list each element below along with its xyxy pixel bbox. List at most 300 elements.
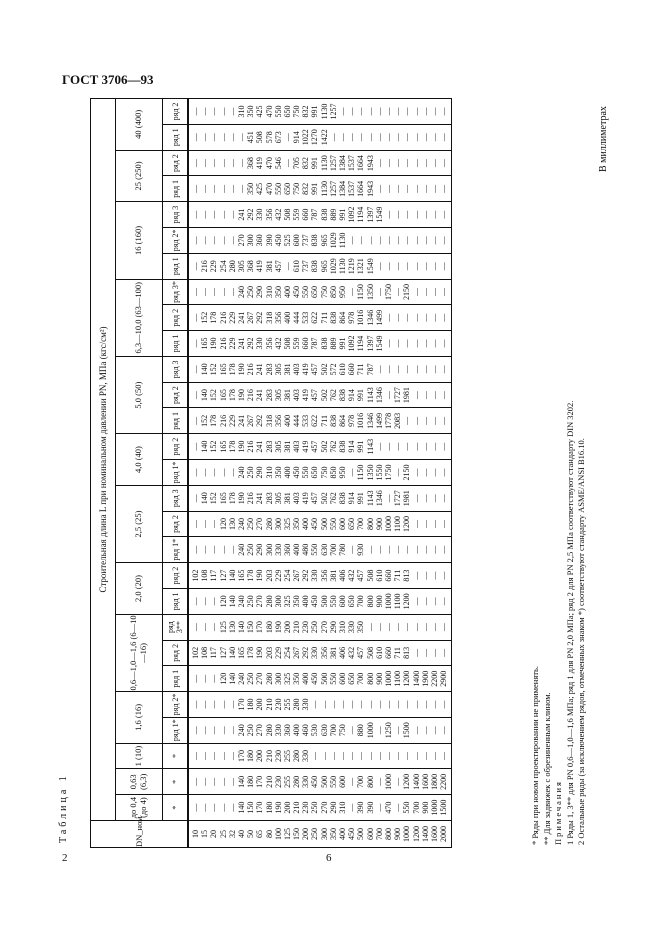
value-column: [191, 512, 448, 537]
main-header: Строительная длина L при номинальном давлении PN, МПа (кгс/см²): [91, 99, 116, 821]
value-column: [191, 409, 448, 434]
value-column-cell: [188, 382, 452, 408]
table-cell-value: 350: [273, 466, 283, 479]
construction-length-table: [90, 98, 452, 848]
table-cell-value: —: [374, 803, 384, 812]
table-cell-value: 216: [246, 492, 256, 505]
table-cell-value: —: [429, 391, 439, 400]
table-cell-value: 450: [273, 234, 283, 247]
table-cell-value: —: [393, 777, 403, 786]
table-cell-value: 762: [328, 492, 338, 505]
row-label-header: ряд 3**: [163, 614, 189, 640]
table-cell-value: 965: [319, 260, 329, 273]
row-label-header: ряд 2: [163, 511, 189, 537]
table-cell-value: —: [429, 648, 439, 657]
table-cell-value: —: [411, 184, 421, 193]
table-cell-value: 210: [264, 750, 274, 763]
table-cell-value: 630: [319, 543, 329, 556]
table-cell-value: 1130: [319, 181, 329, 197]
table-cell-value: —: [411, 133, 421, 142]
value-column-cell: [188, 279, 452, 305]
table-cell-value: 1350: [365, 464, 375, 481]
table-cell-value: 832: [301, 105, 311, 118]
table-cell-value: 280: [292, 698, 302, 711]
table-cell-value: 737: [301, 234, 311, 247]
table-cell-value: 1549: [374, 335, 384, 352]
table-cell-value: 381: [264, 260, 274, 273]
dn-value: 900: [393, 828, 403, 840]
table-cell-value: 165: [218, 363, 228, 376]
table-cell-value: —: [439, 313, 449, 322]
table-cell-value: —: [218, 287, 228, 296]
table-cell-value: 229: [227, 414, 237, 427]
value-column-cell: [188, 511, 452, 537]
table-cell-value: 406: [338, 646, 347, 659]
table-cell-value: 1219: [347, 258, 357, 275]
table-cell-value: —: [209, 726, 219, 735]
table-cell-value: 283: [264, 363, 274, 376]
row-label-header: ряд 1: [163, 666, 189, 692]
table-cell-value: —: [200, 468, 210, 477]
table-cell-value: 305: [273, 363, 283, 376]
table-cell-value: 502: [319, 492, 329, 505]
table-cell-value: 1150: [356, 464, 366, 481]
table-cell-value: 356: [319, 646, 329, 659]
table-cell-value: 102: [191, 646, 200, 659]
table-cell-value: 230: [273, 698, 283, 711]
table-cell-value: —: [439, 391, 449, 400]
value-column-cell: [188, 176, 452, 202]
table-cell-value: 500: [319, 595, 329, 608]
table-cell-value: —: [411, 159, 421, 168]
table-cell-value: 310: [236, 105, 246, 118]
table-cell-value: 229: [227, 311, 237, 324]
table-cell-value: —: [347, 107, 357, 116]
table-cell-value: —: [411, 623, 421, 632]
value-column: [191, 666, 448, 691]
table-cell-value: 1150: [356, 284, 366, 300]
table-cell-value: 900: [374, 595, 384, 608]
table-cell-value: 700: [411, 801, 421, 814]
table-cell-value: —: [439, 262, 449, 271]
table-cell-value: 419: [255, 260, 265, 273]
table-cell-value: —: [393, 545, 403, 554]
table-cell-value: —: [356, 752, 366, 761]
table-cell-value: 1664: [356, 180, 366, 197]
value-column-cell: [188, 717, 452, 743]
table-cell-value: 250: [246, 724, 256, 737]
table-cell-value: —: [420, 236, 430, 245]
table-cell-value: 578: [264, 131, 274, 144]
table-cell-value: 305: [273, 492, 283, 505]
table-cell-value: —: [439, 107, 449, 116]
pn-group-header: 5,0 (50): [116, 356, 163, 433]
pn-group-header: 16 (160): [116, 202, 163, 279]
table-cell-value: 711: [319, 311, 329, 324]
table-cell-value: —: [402, 133, 412, 142]
dn-value: 20: [209, 830, 219, 838]
table-cell-value: —: [420, 494, 430, 503]
table-cell-value: 125: [218, 621, 228, 634]
table-cell-value: 457: [356, 646, 366, 659]
table-cell-value: 200: [282, 621, 292, 634]
table-cell-value: 368: [246, 260, 256, 273]
table-cell-value: 267: [292, 569, 302, 582]
table-cell-value: —: [402, 210, 412, 219]
table-cell-value: —: [191, 623, 200, 632]
table-cell-value: —: [218, 468, 228, 477]
table-cell-value: 152: [209, 363, 219, 376]
table-cell-value: —: [429, 494, 439, 503]
dn-value: 1400: [420, 826, 430, 842]
dn-value: 500: [356, 828, 366, 840]
table-cell-value: —: [383, 752, 393, 761]
table-cell-value: 1200: [402, 593, 412, 610]
table-cell-value: 950: [338, 285, 347, 298]
table-cell-value: —: [200, 287, 210, 296]
notes-heading: Примечания: [553, 780, 563, 845]
table-cell-value: 432: [347, 646, 357, 659]
table-cell-value: —: [383, 210, 393, 219]
table-cell-value: —: [393, 752, 403, 761]
table-cell-value: —: [200, 777, 210, 786]
table-cell-value: 229: [227, 337, 237, 350]
table-cell-value: 140: [227, 569, 237, 582]
table-cell-value: —: [429, 623, 439, 632]
table-cell-value: 880: [356, 724, 366, 737]
footnote-1: * Ряды при новом проектировании не применять.: [530, 666, 540, 845]
table-cell-value: —: [411, 597, 421, 606]
table-cell-value: 117: [209, 647, 219, 659]
table-cell-value: 290: [255, 543, 265, 556]
table-cell-value: —: [200, 545, 210, 554]
table-cell-value: —: [439, 726, 449, 735]
table-cell-value: —: [209, 803, 219, 812]
value-column: [191, 460, 448, 485]
row-label-header-row: [163, 99, 189, 848]
table-cell-value: —: [218, 184, 228, 193]
value-column-cell: [188, 150, 452, 176]
table-cell-value: —: [439, 416, 449, 425]
table-cell-value: 1549: [365, 258, 375, 275]
table-cell-value: 305: [236, 260, 246, 273]
table-cell-value: 600: [338, 672, 347, 685]
table-cell-value: 360: [255, 234, 265, 247]
table-cell-value: 1537: [347, 155, 357, 172]
table-cell-value: —: [365, 236, 375, 245]
table-cell-value: 750: [319, 466, 329, 479]
table-cell-value: 1000: [365, 722, 375, 739]
table-cell-value: 150: [246, 621, 256, 634]
dn-value: 200: [301, 828, 311, 840]
table-cell-value: —: [411, 442, 421, 451]
table-cell-value: 216: [246, 363, 256, 376]
table-cell-value: —: [191, 262, 200, 271]
table-cell-value: 127: [218, 646, 228, 659]
table-cell-value: 403: [292, 389, 302, 402]
table-cell-value: —: [439, 210, 449, 219]
table-cell-value: 533: [301, 311, 311, 324]
table-cell-value: 1600: [420, 773, 430, 790]
table-cell-value: —: [374, 623, 384, 632]
dn-value: 2000: [439, 826, 449, 842]
table-cell-value: —: [218, 726, 228, 735]
table-cell-value: 229: [209, 260, 219, 273]
table-cell-value: 280: [227, 260, 237, 273]
dn-value: 80: [264, 830, 274, 838]
value-column-cell: [188, 795, 452, 821]
table-cell-value: 444: [292, 311, 302, 324]
table-cell-value: 419: [301, 492, 311, 505]
table-cell-value: 310: [264, 466, 274, 479]
table-cell-value: 229: [273, 646, 283, 659]
table-cell-value: 559: [292, 337, 302, 350]
table-cell-value: 283: [264, 440, 274, 453]
table-cell-value: —: [347, 803, 357, 812]
table-cell-value: —: [402, 623, 412, 632]
table-cell-value: 300: [273, 595, 283, 608]
table-cell-value: —: [200, 210, 210, 219]
dn-value: 1600: [429, 826, 439, 842]
table-cell-value: —: [383, 133, 393, 142]
table-cell-value: 130: [227, 518, 237, 531]
table-cell-value: 283: [264, 389, 274, 402]
table-cell-value: —: [347, 545, 357, 554]
table-cell-value: —: [439, 597, 449, 606]
table-cell-value: 241: [255, 389, 265, 402]
table-cell-value: 425: [255, 105, 265, 118]
table-cell-value: —: [402, 442, 412, 451]
table-cell-value: —: [411, 648, 421, 657]
table-cell-value: 1100: [393, 670, 403, 687]
table-cell-value: —: [420, 365, 430, 374]
table-cell-value: —: [402, 159, 412, 168]
table-cell-value: —: [374, 184, 384, 193]
table-cell-value: 813: [402, 569, 412, 582]
table-cell-value: 444: [292, 414, 302, 427]
table-cell-value: 310: [338, 621, 347, 634]
units-note: В миллиметрах: [598, 106, 609, 172]
table-cell-value: 978: [347, 414, 357, 427]
table-cell-value: 1194: [356, 335, 366, 352]
table-cell-value: 1943: [365, 155, 375, 172]
table-cell-value: 350: [292, 595, 302, 608]
page-number-left: 2: [62, 852, 68, 864]
table-cell-value: 700: [328, 724, 338, 737]
table-cell-value: —: [191, 133, 200, 142]
table-cell-value: 280: [264, 724, 274, 737]
table-cell-value: 178: [209, 311, 219, 324]
table-cell-value: —: [420, 133, 430, 142]
table-cell-value: —: [439, 752, 449, 761]
table-cell-value: —: [420, 468, 430, 477]
table-cell-value: 280: [264, 595, 274, 608]
table-cell-value: 283: [264, 492, 274, 505]
table-cell-value: 1200: [402, 773, 412, 790]
table-cell-value: 705: [292, 157, 302, 170]
table-cell-value: 838: [319, 337, 329, 350]
table-cell-value: 216: [218, 311, 228, 324]
table-cell-value: 450: [292, 466, 302, 479]
dn-column: [191, 821, 448, 847]
table-cell-value: 290: [255, 285, 265, 298]
table-cell-value: 1397: [365, 335, 375, 352]
table-cell-value: —: [227, 133, 237, 142]
table-cell-value: 650: [347, 595, 357, 608]
table-cell-value: 254: [282, 569, 292, 582]
table-cell-value: —: [347, 133, 357, 142]
table-cell-value: —: [374, 236, 384, 245]
pn-header-row: [116, 99, 163, 848]
table-cell-value: —: [439, 700, 449, 709]
table-cell-value: 381: [328, 569, 338, 582]
table-cell-value: —: [393, 236, 403, 245]
table-cell-value: —: [191, 520, 200, 529]
table-cell-value: —: [209, 597, 219, 606]
table-cell-value: 165: [218, 492, 228, 505]
table-cell-value: 102: [191, 569, 200, 582]
row-label-header: ряд 2: [163, 563, 189, 589]
table-cell-value: 914: [347, 389, 357, 402]
table-cell-value: 650: [347, 518, 357, 531]
row-label-header: ряд 1: [163, 253, 189, 279]
table-cell-value: 508: [365, 569, 375, 582]
pn-group-header: 0,63 (6,3): [116, 769, 163, 795]
table-cell-value: —: [191, 752, 200, 761]
table-cell-value: 419: [301, 440, 311, 453]
table-cell-value: 240: [236, 518, 246, 531]
table-cell-value: 325: [282, 672, 292, 685]
table-cell-value: 419: [255, 157, 265, 170]
table-cell-value: 325: [282, 595, 292, 608]
table-cell-value: 700: [356, 518, 366, 531]
table-cell-value: 210: [292, 801, 302, 814]
table-cell-value: 178: [209, 414, 219, 427]
table-cell-value: 178: [227, 492, 237, 505]
table-cell-value: 832: [301, 157, 311, 170]
table-cell-value: 630: [319, 724, 329, 737]
table-cell-value: 1022: [301, 129, 311, 146]
row-label-header: ряд 2: [163, 150, 189, 176]
table-cell-value: 170: [255, 621, 265, 634]
table-cell-value: —: [383, 545, 393, 554]
table-cell-value: 330: [310, 646, 320, 659]
document-title: ГОСТ 3706—93: [62, 72, 154, 87]
value-column: [191, 563, 448, 588]
table-cell-value: 350: [246, 105, 256, 118]
value-column: [191, 434, 448, 459]
table-cell-value: —: [374, 777, 384, 786]
table-cell-value: —: [227, 107, 237, 116]
table-cell-value: —: [227, 803, 237, 812]
table-cell-value: —: [365, 623, 375, 632]
table-cell-value: 310: [338, 801, 347, 814]
dn-values-cell: [188, 821, 452, 848]
table-cell-value: —: [420, 416, 430, 425]
table-cell-value: 190: [273, 621, 283, 634]
table-cell-value: 550: [402, 801, 412, 814]
table-cell-value: —: [393, 107, 403, 116]
table-cell-value: 381: [282, 440, 292, 453]
table-cell-value: 280: [292, 775, 302, 788]
table-cell-value: —: [374, 752, 384, 761]
table-cell-value: 120: [218, 672, 228, 685]
table-cell-value: —: [191, 803, 200, 812]
table-cell-value: 1016: [356, 412, 366, 429]
table-cell-value: —: [347, 777, 357, 786]
table-cell-value: 350: [246, 182, 256, 195]
table-cell-value: 457: [273, 260, 283, 273]
value-column: [191, 202, 448, 227]
table-cell-value: 1499: [374, 309, 384, 326]
table-cell-value: 457: [310, 440, 320, 453]
table-cell-value: —: [420, 726, 430, 735]
table-cell-value: 838: [338, 492, 347, 505]
table-cell-value: —: [411, 545, 421, 554]
table-cell-value: 381: [328, 646, 338, 659]
note-1: 1 Ряды 1, 3** для PN 0,6—1,0—1,6 МПа; ряд 1 для PN 2,0 МПа; ряд 2 для PN 2,5 МПа соответствуют стандарту DIN 3202.: [564, 400, 575, 845]
table-cell-value: 318: [264, 414, 274, 427]
table-cell-value: 170: [236, 698, 246, 711]
table-cell-value: 270: [236, 234, 246, 247]
table-cell-value: 267: [246, 311, 256, 324]
table-cell-value: —: [402, 416, 412, 425]
table-cell-value: —: [347, 726, 357, 735]
table-cell-value: 502: [319, 363, 329, 376]
table-cell-value: 700: [356, 595, 366, 608]
dn-value: 350: [328, 828, 338, 840]
table-cell-value: 190: [255, 646, 265, 659]
table-cell-value: 1537: [347, 180, 357, 197]
table-cell-value: —: [191, 236, 200, 245]
table-cell-value: 240: [236, 543, 246, 556]
table-cell-value: —: [227, 236, 237, 245]
table-cell-value: 1143: [365, 387, 375, 403]
table-cell-value: 178: [227, 440, 237, 453]
table-cell-value: 210: [264, 775, 274, 788]
row-label-header: ряд 1: [163, 176, 189, 202]
table-cell-value: 991: [338, 208, 347, 221]
table-cell-value: 403: [292, 440, 302, 453]
table-cell-value: —: [218, 700, 228, 709]
value-column: [191, 537, 448, 562]
table-cell-value: —: [429, 365, 439, 374]
table-cell-value: 1000: [383, 670, 393, 687]
table-cell-value: 230: [301, 801, 311, 814]
value-column-cell: [188, 692, 452, 718]
note-2: 2 Остальные ряды (за исключением рядов, отмеченных знаком *) соответствуют стандарту ASME/ANSI B16.10.: [576, 438, 586, 845]
table-cell-value: 400: [282, 466, 292, 479]
table-cell-value: 152: [209, 440, 219, 453]
table-cell-value: —: [411, 700, 421, 709]
table-cell-value: —: [218, 777, 228, 786]
table-cell-value: —: [236, 159, 246, 168]
table-cell-value: —: [429, 545, 439, 554]
table-cell-value: 900: [374, 518, 384, 531]
table-cell-value: 130: [227, 621, 237, 634]
table-cell-value: 170: [255, 775, 265, 788]
table-cell-value: 350: [273, 285, 283, 298]
table-cell-value: 1727: [393, 490, 403, 507]
table-cell-value: —: [191, 494, 200, 503]
table-cell-value: —: [411, 468, 421, 477]
table-cell-value: 950: [338, 466, 347, 479]
table-cell-value: 250: [246, 672, 256, 685]
table-cell-value: 330: [301, 750, 311, 763]
table-cell-value: 900: [374, 672, 384, 685]
row-label-header: ряд 1*: [163, 460, 189, 486]
table-cell-value: 660: [301, 208, 311, 221]
